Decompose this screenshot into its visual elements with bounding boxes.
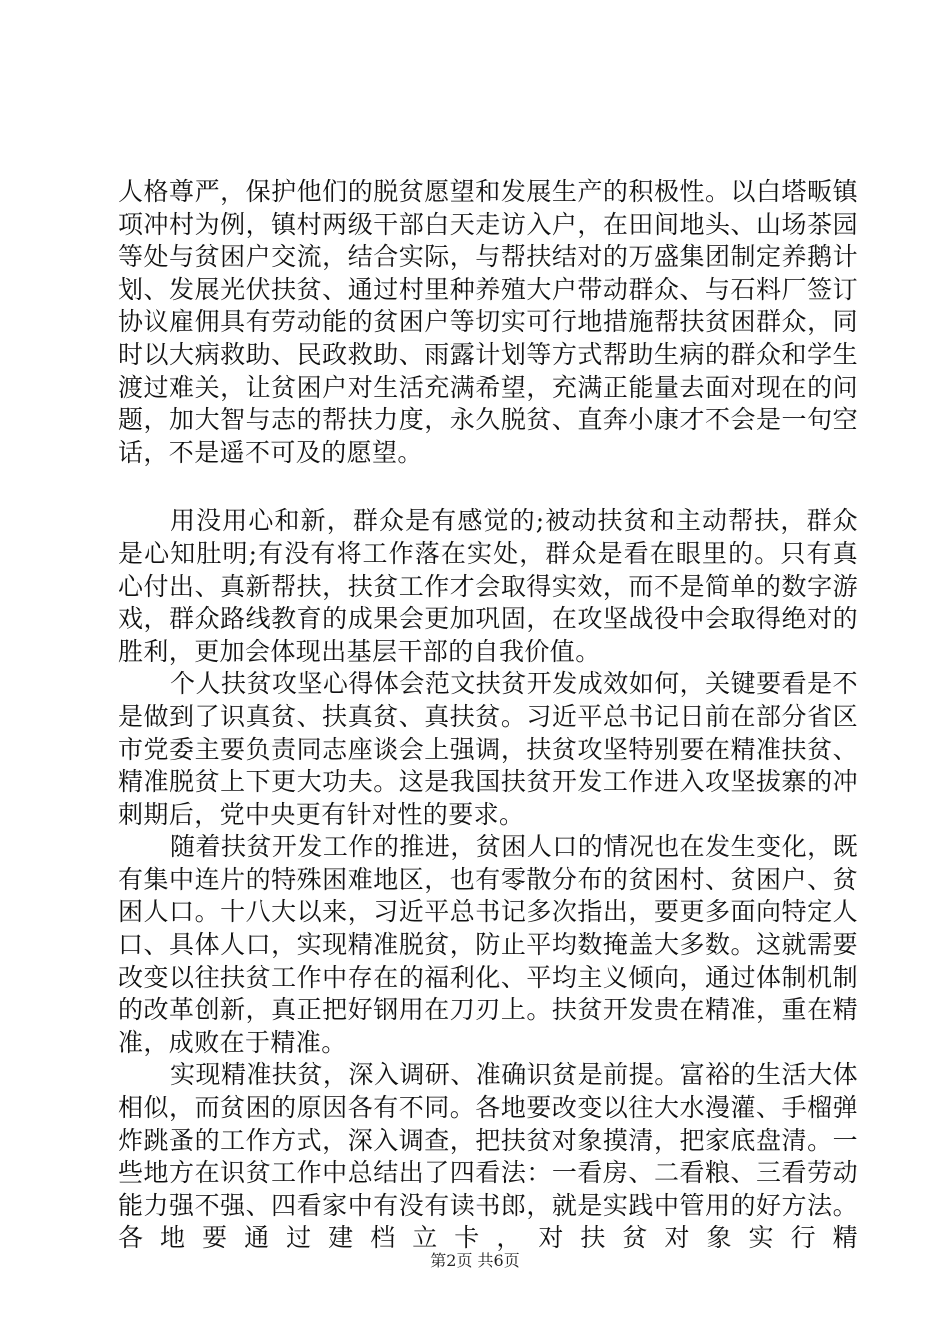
- paragraph-2: 用没用心和新，群众是有感觉的;被动扶贫和主动帮扶，群众是心知肚明;有没有将工作落在实处，群众是看在眼里的。只有真心付出、真新帮扶，扶贫工作才会取得实效，而不是简单的数字游戏，群众路线教育的成果会更加巩固，在攻坚战役中会取得绝对的胜利，更加会体现出基层干部的自我价值。: [118, 506, 858, 666]
- paragraph-3: 个人扶贫攻坚心得体会范文扶贫开发成效如何，关键要看是不是做到了识真贫、扶真贫、真扶贫。习近平总书记日前在部分省区市党委主要负责同志座谈会上强调，扶贫攻坚特别要在精准扶贫、精准脱贫上下更大功夫。这是我国扶贫开发工作进入攻坚拔寨的冲刺期后，党中央更有针对性的要求。: [118, 669, 858, 829]
- paragraph-1: 人格尊严，保护他们的脱贫愿望和发展生产的积极性。以白塔畈镇项冲村为例，镇村两级干部白天走访入户，在田间地头、山场茶园等处与贫困户交流，结合实际，与帮扶结对的万盛集团制定养鹅计划、发展光伏扶贫、通过村里种养殖大户带动群众、与石料厂签订协议雇佣具有劳动能的贫困户等切实可行地措施帮扶贫困群众，同时以大病救助、民政救助、雨露计划等方式帮助生病的群众和学生渡过难关，让贫困户对生活充满希望，充满正能量去面对现在的问题，加大智与志的帮扶力度，永久脱贫、直奔小康才不会是一句空话，不是遥不可及的愿望。: [118, 177, 858, 467]
- paragraph-gap: [118, 469, 858, 505]
- page-number-footer: 第2页 共6页: [430, 1251, 520, 1270]
- document-body: [118, 176, 858, 1255]
- paragraph-5: 实现精准扶贫，深入调研、准确识贫是前提。富裕的生活大体相似，而贫困的原因各有不同。各地要改变以往大水漫灌、手榴弹炸跳蚤的工作方式，深入调查，把扶贫对象摸清，把家底盘清。一些地方在识贫工作中总结出了四看法：一看房、二看粮、三看劳动能力强不强、四看家中有没有读书郎，就是实践中管用的好方法。各地要通过建档立卡，对扶贫对象实行精: [118, 1060, 858, 1253]
- paragraph-4: 随着扶贫开发工作的推进，贫困人口的情况也在发生变化，既有集中连片的特殊困难地区，也有零散分布的贫困村、贫困户、贫困人口。十八大以来，习近平总书记多次指出，要更多面向特定人口、具体人口，实现精准脱贫，防止平均数掩盖大多数。这就需要改变以往扶贫工作中存在的福利化、平均主义倾向，通过体制机制的改革创新，真正把好钢用在刀刃上。扶贫开发贵在精准，重在精准，成败在于精准。: [118, 832, 858, 1057]
